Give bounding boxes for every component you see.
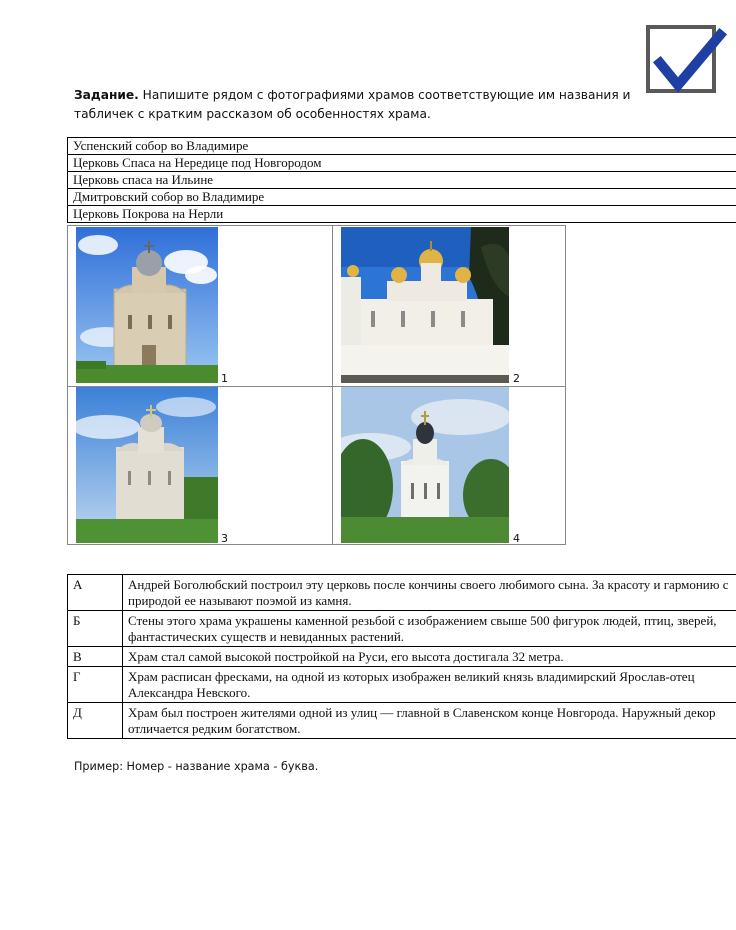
table-row: [68, 647, 736, 667]
table-row: [68, 189, 736, 206]
checkbox-checked[interactable]: [646, 25, 716, 93]
fact-text: Храм был построен жителями одной из улиц — главной в Славенском конце Новгорода. Наружный декор отличается редким богатством.: [123, 703, 736, 739]
fact-text: Андрей Боголюбский построил эту церковь после кончины своего любимого сына. За красоту и гармонию с природой ее называют поэмой из камня.: [123, 575, 736, 611]
church-name-cell: Успенский собор во Владимире: [68, 138, 736, 155]
fact-letter: В: [68, 647, 123, 667]
task-text: Напишите рядом с фотографиями храмов соответствующие им названия и табличек с кратким рассказом об особенностях храма.: [74, 88, 631, 121]
photo-number: 3: [221, 532, 228, 545]
church-photo-4: [341, 387, 509, 543]
fact-letter: А: [68, 575, 123, 611]
task-label: Задание.: [74, 88, 139, 102]
church-photo-1: [76, 227, 218, 383]
church-photo-3: [76, 387, 218, 543]
table-row: [68, 575, 736, 611]
fact-text: Храм стал самой высокой постройкой на Руси, его высота достигала 32 метра.: [123, 647, 736, 667]
example-format: Пример: Номер - название храма - буква.: [74, 760, 319, 773]
photo-number: 2: [513, 372, 520, 385]
table-row: [68, 155, 736, 172]
fact-text: Стены этого храма украшены каменной резьбой с изображением свыше 500 фигурок людей, птиц, зверей, фантастических существ и невиданных растений.: [123, 611, 736, 647]
church-facts-table: [67, 574, 736, 739]
task-instruction: [74, 86, 684, 124]
church-name-cell: Церковь Спаса на Нередице под Новгородом: [68, 155, 736, 172]
table-row: [68, 703, 736, 739]
checkmark-icon: [648, 3, 728, 99]
fact-text: Храм расписан фресками, на одной из которых изображен великий князь владимирский Ярослав-отец Александра Невского.: [123, 667, 736, 703]
photo-number: 4: [513, 532, 520, 545]
fact-letter: Д: [68, 703, 123, 739]
table-row: [68, 172, 736, 189]
fact-letter: Б: [68, 611, 123, 647]
table-row: [68, 667, 736, 703]
table-row: [68, 206, 736, 223]
grid-divider: [332, 226, 333, 544]
church-name-cell: Церковь Покрова на Нерли: [68, 206, 736, 223]
photo-number: 1: [221, 372, 228, 385]
church-photo-2: [341, 227, 509, 383]
table-row: [68, 138, 736, 155]
photo-grid: [67, 225, 566, 545]
fact-letter: Г: [68, 667, 123, 703]
church-name-cell: Дмитровский собор во Владимире: [68, 189, 736, 206]
table-row: [68, 611, 736, 647]
church-name-cell: Церковь спаса на Ильине: [68, 172, 736, 189]
church-names-table: [67, 137, 736, 223]
